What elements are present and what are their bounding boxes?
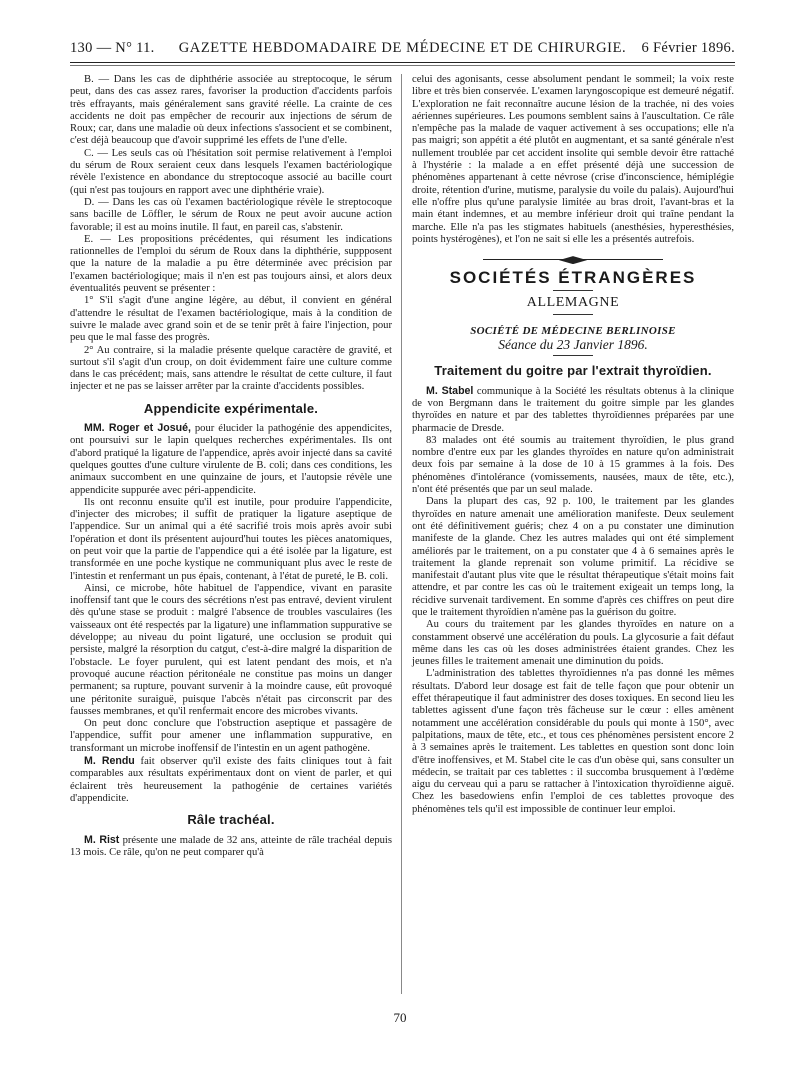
country-heading: ALLEMAGNE bbox=[526, 295, 620, 311]
paragraph-text: présente une malade de 32 ans, atteinte de râle trachéal depuis 13 mois. Ce râle, qu'on ne peut comparer qu'à bbox=[70, 834, 392, 858]
paragraph: 2° Au contraire, si la maladie présente quelque caractère de gravité, et surtout s'il s'agit d'un croup, on doit évidemment faire une culture comme dans le cas précédent; mais, sans attendre le résultat de cette culture, il faut injecter et ne pas se laisser arrêter par la crainte d'accidents possibles. bbox=[70, 344, 392, 393]
society-heading: SOCIÉTÉ DE MÉDECINE BERLINOISE bbox=[470, 324, 676, 337]
section-heading-appendicite: Appendicite expérimentale. bbox=[143, 400, 319, 416]
right-column bbox=[412, 74, 734, 816]
section-heading-goitre: Traitement du goitre par l'extrait thyroïdien. bbox=[434, 363, 712, 379]
short-rule bbox=[553, 355, 593, 356]
speaker-name: MM. Roger et Josué, bbox=[84, 422, 191, 435]
paragraph: C. — Les seuls cas où l'hésitation soit permise relativement à l'emploi du sérum de Roux seraient ceux dans lesquels l'examen bactériologique révèle l'existence en abondance du streptocoque associé au bacille court (qui n'est pas toujours en rapport avec une diphthérie vraie). bbox=[70, 147, 392, 196]
header-rule bbox=[70, 62, 735, 63]
paragraph-text: communique à la Société les résultats obtenus à la clinique de von Bergmann dans le traitement du goitre simple par les glandes thyroïdes en nature et par des tablettes thyroïdiennes préparées par une pharmacie de Dresde. bbox=[412, 385, 734, 434]
paragraph: Dans la plupart des cas, 92 p. 100, le traitement par les glandes thyroïdes en nature amenait une amélioration manifeste. Deux seulement ont été définitivement guéris; chez 4 on a pu constater une diminution manifeste de la glande. Chez les autres malades qui ont été simplement améliorés par le traitement, on a pu constater que 4 à 6 semaines après le traitement la glande reprenait son volume primitif. La récidive se manifestait d'autant plus vite que le résultat thérapeutique s'était moins fait attendre, et par contre les cas où le traitement exigeait un temps long, la récidive survenait tardivement. En somme d'après ces chiffres on peut dire que le traitement thyroïdien n'amène pas la guérison du goitre. bbox=[412, 496, 734, 618]
societes-etrangeres-heading: SOCIÉTÉS ÉTRANGÈRES bbox=[449, 268, 697, 288]
short-rule bbox=[553, 314, 593, 315]
paragraph: B. — Dans les cas de diphthérie associée au streptocoque, le sérum peut, dans des cas assez rares, favoriser la production d'accidents parfois très effrayants, mais généralement sans gravité réelle. La crainte de ces accidents ne doit pas empêcher de recourir aux injections de sérum de Roux; car, dans une maladie où deux infections s'associent et se combinent, c'est déjà beaucoup que d'avoir supprimé les effets de l'une d'elle. bbox=[70, 74, 392, 147]
paragraph: D. — Dans les cas où l'examen bactériologique révèle le streptocoque sans bacille de Löffler, le sérum de Roux ne peut avoir aucune action favorable; il est au moins inutile. Il faut, en pareil cas, s'abstenir. bbox=[70, 196, 392, 233]
paragraph: celui des agonisants, cesse absolument pendant le sommeil; la voix reste libre et très bien conservée. L'examen laryngoscopique est demeuré négatif. L'exploration ne fait reconnaître aucune lésion de la trachée, ni des voies aériennes supérieures. Les poumons semblent sains à l'auscultation. Ce râle n'empêche pas la malade de vaquer activement à ses occupations; elle n'a pas maigri; son appétit a été plutôt en augmentant, et sa santé générale n'est nullement troublée par cet accident insolite qui semble devoir être rattaché à l'hystérie : la malade a en effet présenté déjà une succession de phénomènes appartenant à cette névrose (crise d'inconscience, hémiplégie droite, rétention d'urine, mutisme, paralysie du voile du palais). Aujourd'hui elle n'offre plus qu'une paralysie limitée au bras droit, l'avant-bras et la main étant indemnes, et au membre inférieur droit qui traîne pendant la marche. Elle n'a pas les stigmates habituels (anesthésies, hyperesthésies, points hystérogènes), et l'on ne sait si elle les a présentés autrefois. bbox=[412, 74, 734, 245]
journal-title: GAZETTE HEBDOMADAIRE DE MÉDECINE ET DE CHIRURGIE. bbox=[178, 40, 627, 56]
paragraph bbox=[70, 834, 392, 860]
section-heading-rale: Râle trachéal. bbox=[187, 812, 275, 828]
page-label: 130 — N° 11. bbox=[70, 40, 155, 56]
paragraph-text: pour élucider la pathogénie des appendicites, ont poursuivi sur le lapin quelques recherches expérimentales. Ils ont d'abord pratiqué la ligature de l'appendice, après avoir injecté dans sa cavité quelques gouttes d'une culture virulente de B. coli; dans ces conditions, les animaux succombent en une quinzaine de jours, et l'autopsie révèle une appendicite suppurée avec péri-appendicite. bbox=[70, 423, 392, 496]
paragraph: L'administration des tablettes thyroïdiennes n'a pas donné les mêmes résultats. D'abord leur dosage est fait de telle façon que pour obtenir un effet thérapeutique il faut administrer des doses toxiques. En second lieu les tablettes agissent d'une façon très fâcheuse sur le cœur : elles amènent notamment une accélération considérable du pouls qui monte à 150°, avec palpitations, maux de tête, etc., et tous ces phénomènes persistent encore 2 à 3 semaines après le traitement. Les tablettes en question sont donc loin d'être inoffensives, et M. Stabel cite le cas d'un obèse qui, sans consulter un médecin, se traitait par ces tablettes : il succomba brusquement à l'œdème aigu du cerveau qui a paru se rattacher à l'intoxication thyroïdienne aiguë. Chez les basedowiens enfin l'emploi de ces tablettes provoque des phénomènes tels qu'il est impossible de continuer leur emploi. bbox=[412, 668, 734, 815]
page-number: 70 bbox=[393, 1010, 407, 1025]
paragraph: Ils ont reconnu ensuite qu'il est inutile, pour produire l'appendicite, d'injecter des microbes; il suffit de pratiquer la ligature aseptique de l'appendice. Sur un animal qui a été sacrifié trois mois après avoir subi l'opération et dont ils présentent aujourd'hui toutes les pièces anatomiques, on peut voir que la partie de l'appendice qui a été isolée par la ligature, est transformée en une poche kystique ne communiquant plus avec le reste de l'intestin et renfermant un pus épais, contenant, à l'état de pureté, le B. coli. bbox=[70, 496, 392, 582]
paragraph bbox=[70, 422, 392, 497]
left-column bbox=[70, 74, 392, 859]
speaker-name: M. Rist bbox=[84, 833, 120, 846]
speaker-name: M. Stabel bbox=[426, 384, 474, 397]
paragraph bbox=[412, 385, 734, 435]
speaker-name: M. Rendu bbox=[84, 755, 135, 768]
paragraph bbox=[70, 755, 392, 805]
paragraph: E. — Les propositions précédentes, qui résument les indications rationnelles de l'emploi du sérum de Roux dans la diphthérie, suppposent que la nature de la maladie a pu être déterminée avec précision par l'examen bactériologique; mais il n'en est pas toujours ainsi, et alors deux éventualités peuvent se présenter : bbox=[70, 233, 392, 295]
paragraph: 83 malades ont été soumis au traitement thyroïdien, le plus grand nombre d'entre eux par les glandes thyroïdes en nature qu'on administrait deux fois par semaine à la dose de 10 à 15 grammes à la fois. Des phénomènes d'intolérance (vomissements, nausées, maux de tête, etc.), n'ont été présentés que par un seul malade. bbox=[412, 434, 734, 496]
paragraph: 1° S'il s'agit d'une angine légère, au début, il convient en général d'attendre le résultat de l'examen bactériologique, mais à la condition de suivre le malade avec grand soin et de se tenir prêt à faire l'injection, pour peu que le mal fasse des progrès. bbox=[70, 295, 392, 344]
short-rule bbox=[553, 290, 593, 291]
paragraph: Au cours du traitement par les glandes thyroïdes en nature on a constamment observé une accélération du pouls. La glycosurie a fait défaut même dans les cas où les doses administrées étaient grandes. Chez les jeunes filles le traitement amenait une diminution du poids. bbox=[412, 619, 734, 668]
paragraph-text: fait observer qu'il existe des faits cliniques tout à fait comparables aux résultats expérimentaux dont on vient de parler, et qui éclairent très heureusement la pathogénie de certaines variétés d'appendicite. bbox=[70, 756, 392, 804]
paragraph: On peut donc conclure que l'obstruction aseptique et passagère de l'appendice, suffit pour amener une inflammation suppurative, en transformant un microbe inoffensif de l'intestin en un agent pathogène. bbox=[70, 718, 392, 754]
ornament-divider bbox=[483, 256, 663, 264]
header-rule-thin bbox=[70, 65, 735, 66]
running-header bbox=[70, 38, 735, 60]
session-date: Séance du 23 Janvier 1896. bbox=[498, 337, 648, 353]
issue-date: 6 Février 1896. bbox=[641, 40, 735, 56]
ornament-diamond bbox=[559, 256, 587, 264]
paragraph: Ainsi, ce microbe, hôte habituel de l'appendice, vivant en parasite inoffensif tant que le cours des sécrétions n'est pas entravé, devient virulent dès qu'une stase se produit : malgré l'absence de troubles vasculaires (les vaisseaux ont été respectés par la ligature) une inflammation suppurative se développe; au niveau du point ligaturé, une occlusion se produit qui persiste, malgré la résorption du catgut, c'est-à-dire malgré la disparition de l'obstacle. Le foyer purulent, qui est latent pendant des mois, et n'a provoqué aucune réaction péritonéale ne constitue pas moins un danger permanent; sa rupture, pouvant survenir à la moindre cause, eût provoqué une péritonite suraiguë, puisque l'abcès n'était pas circonscrit par des fausses membranes, et qu'il renfermait encore des microbes vivants. bbox=[70, 582, 392, 717]
column-divider bbox=[401, 74, 402, 994]
